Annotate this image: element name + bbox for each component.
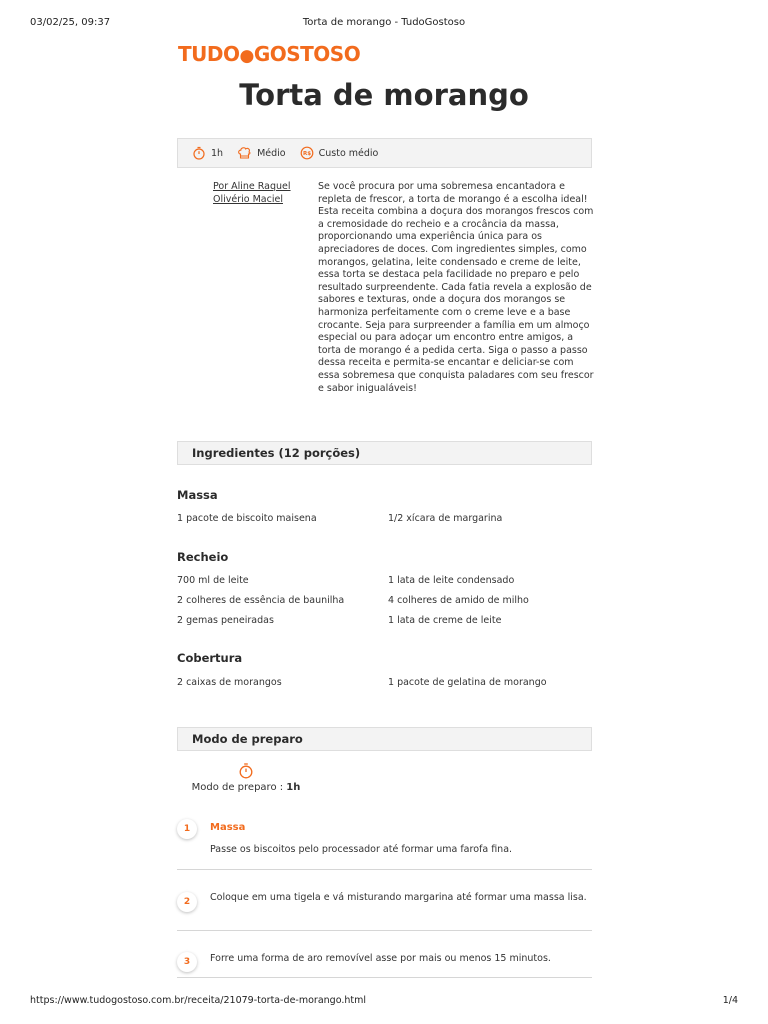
stopwatch-icon <box>238 762 254 779</box>
author-link[interactable]: Por Aline Raquel Olivério Maciel <box>213 181 291 205</box>
ingredient-item: 2 colheres de essência de baunilha <box>177 595 345 606</box>
preparation-time <box>191 762 301 793</box>
preparation-time-label: Modo de preparo : <box>191 782 284 793</box>
ingredient-item: 700 ml de leite <box>177 575 249 586</box>
print-page-title: Torta de morango - TudoGostoso <box>302 17 466 28</box>
chef-hat-icon <box>237 146 252 160</box>
ingredient-item: 1 lata de leite condensado <box>388 575 515 586</box>
ingredient-item: 1 pacote de biscoito maisena <box>177 513 317 524</box>
ingredients-header: Ingredientes (12 porções) <box>177 441 592 465</box>
step-text: Coloque em uma tigela e vá misturando margarina até formar uma massa lisa. <box>210 892 587 903</box>
recipe-title: Torta de morango <box>239 78 529 112</box>
step-number: 2 <box>177 892 197 912</box>
info-difficulty <box>237 146 286 160</box>
preparation-step <box>177 818 592 870</box>
ingredient-item: 2 caixas de morangos <box>177 677 282 688</box>
ingredient-item: 2 gemas peneiradas <box>177 615 274 626</box>
print-datetime: 03/02/25, 09:37 <box>30 17 111 28</box>
ingredient-group-title: Recheio <box>177 550 229 564</box>
info-cost-label: Custo médio <box>318 147 379 159</box>
step-title: Massa <box>210 822 246 833</box>
step-text: Forre uma forma de aro removível asse por mais ou menos 15 minutos. <box>210 953 551 964</box>
ingredient-item: 1/2 xícara de margarina <box>388 513 503 524</box>
ingredient-group-title: Massa <box>177 488 218 502</box>
ingredient-item: 1 lata de creme de leite <box>388 615 502 626</box>
info-time <box>192 146 223 160</box>
ingredient-item: 4 colheres de amido de milho <box>388 595 529 606</box>
site-logo[interactable]: TUDO●GOSTOSO <box>178 42 361 66</box>
preparation-step <box>177 870 592 931</box>
print-header <box>0 17 768 31</box>
recipe-description: Se você procura por uma sobremesa encantadora e repleta de frescor, a torta de morango é a escolha ideal! Esta receita combina a doçura dos morangos frescos com a cremosidade do recheio e a crocância da massa, proporcionando uma experiência única para os apreciadores de doces. Com ingredientes simples, como morangos, gelatina, leite condensado e creme de leite, essa torta se destaca pela facilidade no preparo e pelo resultado surpreendente. Cada fatia revela a explosão de sabores e texturas, onde a doçura dos morangos se harmoniza perfeitamente com o creme leve e a base crocante. Seja para surpreender a família em um almoço especial ou para adoçar um encontro entre amigos, a torta de morango é a pedida certa. Siga o passo a passo dessa receita e permita-se encantar e deliciar-se com essa sobremesa que conquista paladares com seu frescor e sabor inigualáveis! <box>318 181 594 394</box>
money-icon <box>300 146 314 160</box>
ingredient-item: 1 pacote de gelatina de morango <box>388 677 547 688</box>
svg-text:R$: R$ <box>302 151 311 158</box>
info-time-label: 1h <box>211 147 224 159</box>
print-url[interactable]: https://www.tudogostoso.com.br/receita/21079-torta-de-morango.html <box>30 995 367 1006</box>
recipe-info-bar <box>177 138 592 168</box>
info-difficulty-label: Médio <box>257 147 286 159</box>
print-page-number: 1/4 <box>722 995 738 1006</box>
step-number: 3 <box>177 952 197 972</box>
info-cost <box>300 146 379 160</box>
ingredient-group-title: Cobertura <box>177 651 243 665</box>
step-number: 1 <box>177 819 197 839</box>
preparation-step <box>177 931 592 978</box>
step-text: Passe os biscoitos pelo processador até formar uma farofa fina. <box>210 844 513 855</box>
preparation-header: Modo de preparo <box>177 727 592 751</box>
stopwatch-icon <box>192 146 206 160</box>
preparation-time-value: 1h <box>286 782 301 793</box>
